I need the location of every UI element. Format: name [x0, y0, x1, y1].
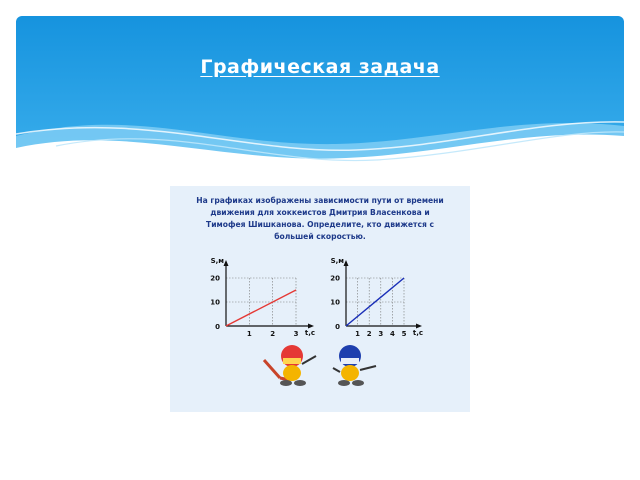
- x-tick-label: 3: [378, 330, 384, 338]
- chart-right: [310, 250, 440, 346]
- slide-title: [0, 56, 640, 78]
- x-tick-label: 1: [355, 330, 361, 338]
- y-tick-label: 20: [330, 274, 340, 283]
- task-text-line-2: движения для хоккеистов Дмитрия Власенкова и: [210, 208, 430, 217]
- x-tick-label: 4: [389, 330, 395, 338]
- task-card: [170, 186, 470, 412]
- task-text: [170, 195, 470, 243]
- x-axis-label: t,c: [304, 329, 316, 337]
- task-text-line-3: Тимофея Шишканова. Определите, кто движется с: [206, 220, 434, 229]
- x-axis-arrow: [416, 324, 422, 329]
- x-tick-label: 2: [270, 330, 276, 338]
- y-axis-label: S,м: [210, 257, 224, 265]
- slide-title-text: Графическая задача: [200, 56, 440, 78]
- x-tick-label: 5: [401, 330, 407, 338]
- x-tick-label: 3: [293, 330, 299, 338]
- origin-label: 0: [335, 323, 340, 331]
- wave-decoration: [16, 16, 624, 184]
- slide-header-background: [16, 16, 624, 184]
- task-text-line-4: большей скоростью.: [274, 232, 366, 241]
- hockey-player-blue-icon: [333, 345, 376, 386]
- y-axis-label: S,м: [330, 257, 344, 265]
- chart-left: [190, 250, 320, 346]
- y-tick-label: 10: [330, 298, 340, 307]
- hockey-player-red-icon: [264, 345, 316, 386]
- y-axis-arrow: [344, 260, 349, 266]
- x-axis-label: t,c: [412, 329, 424, 337]
- origin-label: 0: [215, 323, 220, 331]
- y-axis-arrow: [224, 260, 229, 266]
- y-tick-label: 20: [210, 274, 220, 283]
- x-tick-label: 1: [246, 330, 252, 338]
- y-tick-label: 10: [210, 298, 220, 307]
- hockey-players-illustration: [258, 342, 388, 392]
- series-line: [226, 290, 296, 326]
- x-tick-label: 2: [366, 330, 372, 338]
- task-text-line-1: На графиках изображены зависимости пути от времени: [196, 196, 444, 205]
